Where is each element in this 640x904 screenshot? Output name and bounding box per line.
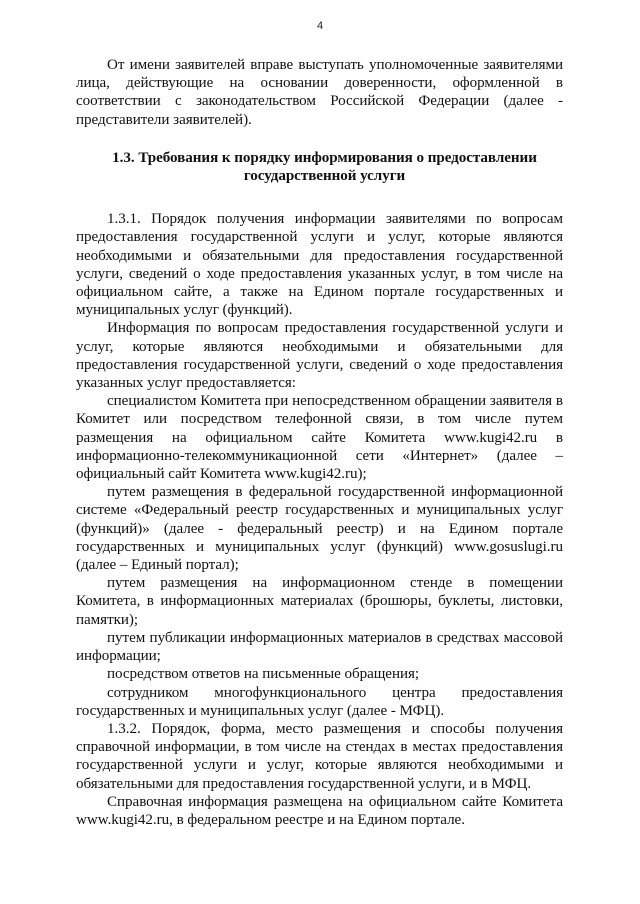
paragraph-1-3-2: 1.3.2. Порядок, форма, место размещения и способы получения справочной информации, в том числе на стендах в местах предоставления государственной услуги и услуг, которые являются необходимыми и обязательными для предоставления государственной услуги, и в МФЦ. bbox=[76, 720, 563, 792]
paragraph-information-sources: Информация по вопросам предоставления государственной услуги и услуг, которые являются необходимыми и обязательными для предоставления государственной услуги, сведений о ходе предоставления указанных услуг предоставляется: bbox=[76, 320, 563, 392]
paragraph-1-3-1: 1.3.1. Порядок получения информации заявителями по вопросам предоставления государственной услуги и услуг, которые являются необходимыми и обязательными для предоставления государственной услуги, сведений о ходе предоставления указанных услуг, в том числе на официальном сайте, а также на Едином портале государственных и муниципальных услуг (функций). bbox=[76, 211, 563, 319]
section-heading-line-2: государственной услуги bbox=[243, 168, 406, 185]
list-item-federal-registry: путем размещения в федеральной государственной информационной системе «Федеральный реестр государственных и муниципальных услуг (функций)» (далее - федеральный реестр) и на Едином портале государственных и муниципальных услуг (функций) www.gosuslugi.ru (далее – Единый портал); bbox=[76, 484, 563, 574]
list-item-specialist: специалистом Комитета при непосредственном обращении заявителя в Комитет или посредством телефонной связи, в том числе путем размещения на официальном сайте Комитета www.kugi42.ru в информационно-телекоммуникационной сети «Интернет» (далее – официальный сайт Комитета www.kugi42.ru); bbox=[76, 393, 563, 483]
section-heading-line-1: 1.3. Требования к порядку информирования о предоставлении bbox=[112, 149, 537, 166]
list-item-mfc: сотрудником многофункционального центра предоставления государственных и муниципальных услуг (далее - МФЦ). bbox=[76, 684, 563, 719]
section-heading bbox=[76, 149, 563, 185]
page-number: 4 bbox=[316, 20, 324, 32]
intro-paragraph: От имени заявителей вправе выступать уполномоченные заявителями лица, действующие на основании доверенности, оформленной в соответствии с законодательством Российской Федерации (далее - представители заявителей). bbox=[76, 57, 563, 128]
paragraph-reference-info: Справочная информация размещена на официальном сайте Комитета www.kugi42.ru, в федеральном реестре и на Едином портале. bbox=[76, 793, 563, 828]
list-item-written-requests: посредством ответов на письменные обращения; bbox=[107, 666, 420, 683]
document-body bbox=[76, 56, 563, 829]
list-item-info-stand: путем размещения на информационном стенде в помещении Комитета, в информационных материалах (брошюры, буклеты, листовки, памятки); bbox=[76, 575, 563, 628]
list-item-mass-media: путем публикации информационных материалов в средствах массовой информации; bbox=[76, 629, 563, 665]
